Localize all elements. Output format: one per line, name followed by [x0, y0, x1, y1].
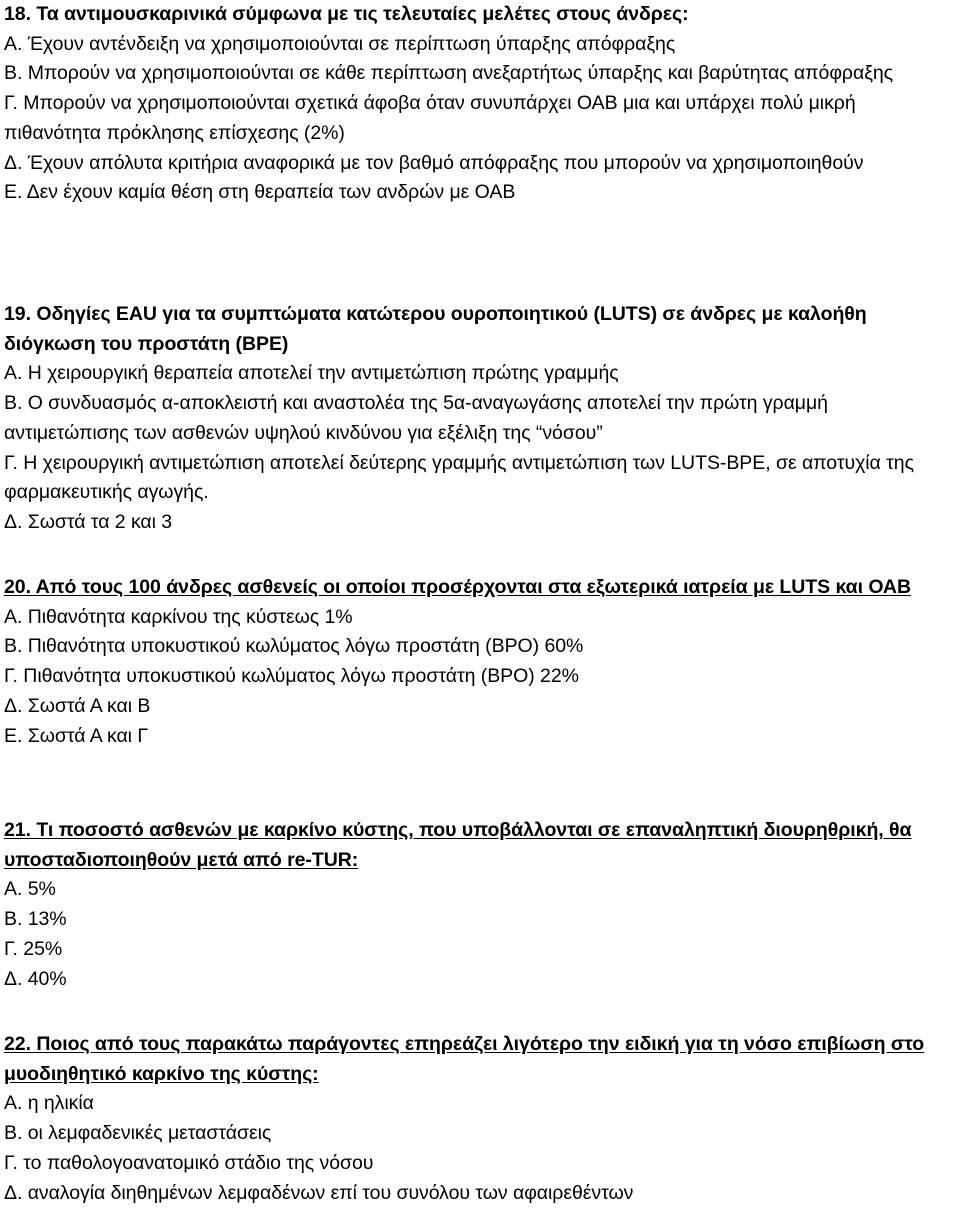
answer-option: Α. Πιθανότητα καρκίνου της κύστεως 1% [4, 605, 353, 628]
answer-option: Γ. Μπορούν να χρησιμοποιούνται σχετικά άφοβα όταν συνυπάρχει ΟΑΒ μια και υπάρχει πολύ μικρή πιθανότητα πρόκλησης επίσχεσης (2%) [4, 92, 856, 144]
answer-option: Γ. το παθολογοανατομικό στάδιο της νόσου [4, 1151, 374, 1174]
question-21 [4, 816, 954, 994]
answer-option: Α. Έχουν αντένδειξη να χρησιμοποιούνται σε περίπτωση ύπαρξης απόφραξης [4, 32, 676, 55]
question-stem: 19. Οδηγίες EAU για τα συμπτώματα κατώτερου ουροποιητικού (LUTS) σε άνδρες με καλοήθη διόγκωση του προστάτη (BPE) [4, 303, 867, 355]
question-20 [4, 573, 954, 751]
question-stem: 21. Τι ποσοστό ασθενών με καρκίνο κύστης, που υποβάλλονται σε επαναληπτική διουρηθρική, θα υποσταδιοποιηθούν μετά από re-TUR: [4, 819, 912, 871]
answer-option: Δ. 40% [4, 967, 67, 990]
answer-option: Α. 5% [4, 878, 56, 901]
answer-option: Β. Πιθανότητα υποκυστικού κωλύματος λόγω προστάτη (BPO) 60% [4, 635, 584, 658]
answer-option: Δ. Σωστά Α και Β [4, 694, 151, 717]
answer-option: Α. Η χειρουργική θεραπεία αποτελεί την αντιμετώπιση πρώτης γραμμής [4, 362, 619, 385]
answer-option: Α. η ηλικία [4, 1092, 94, 1115]
answer-option: Δ. Σωστά τα 2 και 3 [4, 510, 173, 533]
question-stem: 18. Τα αντιμουσκαρινικά σύμφωνα με τις τελευταίες μελέτες στους άνδρες: [4, 3, 689, 25]
answer-option: Β. οι λεμφαδενικές μεταστάσεις [4, 1122, 272, 1145]
answer-option: Δ. Έχουν απόλυτα κριτήρια αναφορικά με τον βαθμό απόφραξης που μπορούν να χρησιμοποιηθούν [4, 151, 864, 174]
answer-option: Β. Ο συνδυασμός α-αποκλειστή και αναστολέα της 5α-αναγωγάσης αποτελεί την πρώτη γραμμή αντιμετώπισης των ασθενών υψηλού κινδύνου για εξέλιξη της “νόσου” [4, 392, 828, 444]
question-stem: 22. Ποιος από τους παρακάτω παράγοντες επηρεάζει λιγότερο την ειδική για τη νόσο επιβίωση στο μυοδιηθητικό καρκίνο της κύστης: [4, 1033, 925, 1085]
question-18 [4, 0, 954, 208]
answer-option: Γ. Πιθανότητα υποκυστικού κωλύματος λόγω προστάτη (BPO) 22% [4, 665, 579, 688]
answer-option: Ε. Δεν έχουν καμία θέση στη θεραπεία των ανδρών με ΟΑΒ [4, 181, 516, 204]
answer-option: Δ. αναλογία διηθημένων λεμφαδένων επί του συνόλου των αφαιρεθέντων [4, 1181, 634, 1204]
answer-option: Γ. Η χειρουργική αντιμετώπιση αποτελεί δεύτερης γραμμής αντιμετώπιση των LUTS-BPE, σε αποτυχία της φαρμακευτικής αγωγής. [4, 451, 914, 504]
question-22 [4, 1030, 954, 1208]
question-stem: 20. Από τους 100 άνδρες ασθενείς οι οποίοι προσέρχονται στα εξωτερικά ιατρεία με LUTS και ΟΑΒ [4, 576, 911, 598]
answer-option: Β. Μπορούν να χρησιμοποιούνται σε κάθε περίπτωση ανεξαρτήτως ύπαρξης και βαρύτητας απόφραξης [4, 62, 894, 85]
answer-option: Γ. 25% [4, 937, 63, 960]
answer-option: Β. 13% [4, 908, 67, 931]
question-19 [4, 300, 954, 538]
answer-option: Ε. Σωστά Α και Γ [4, 724, 149, 747]
